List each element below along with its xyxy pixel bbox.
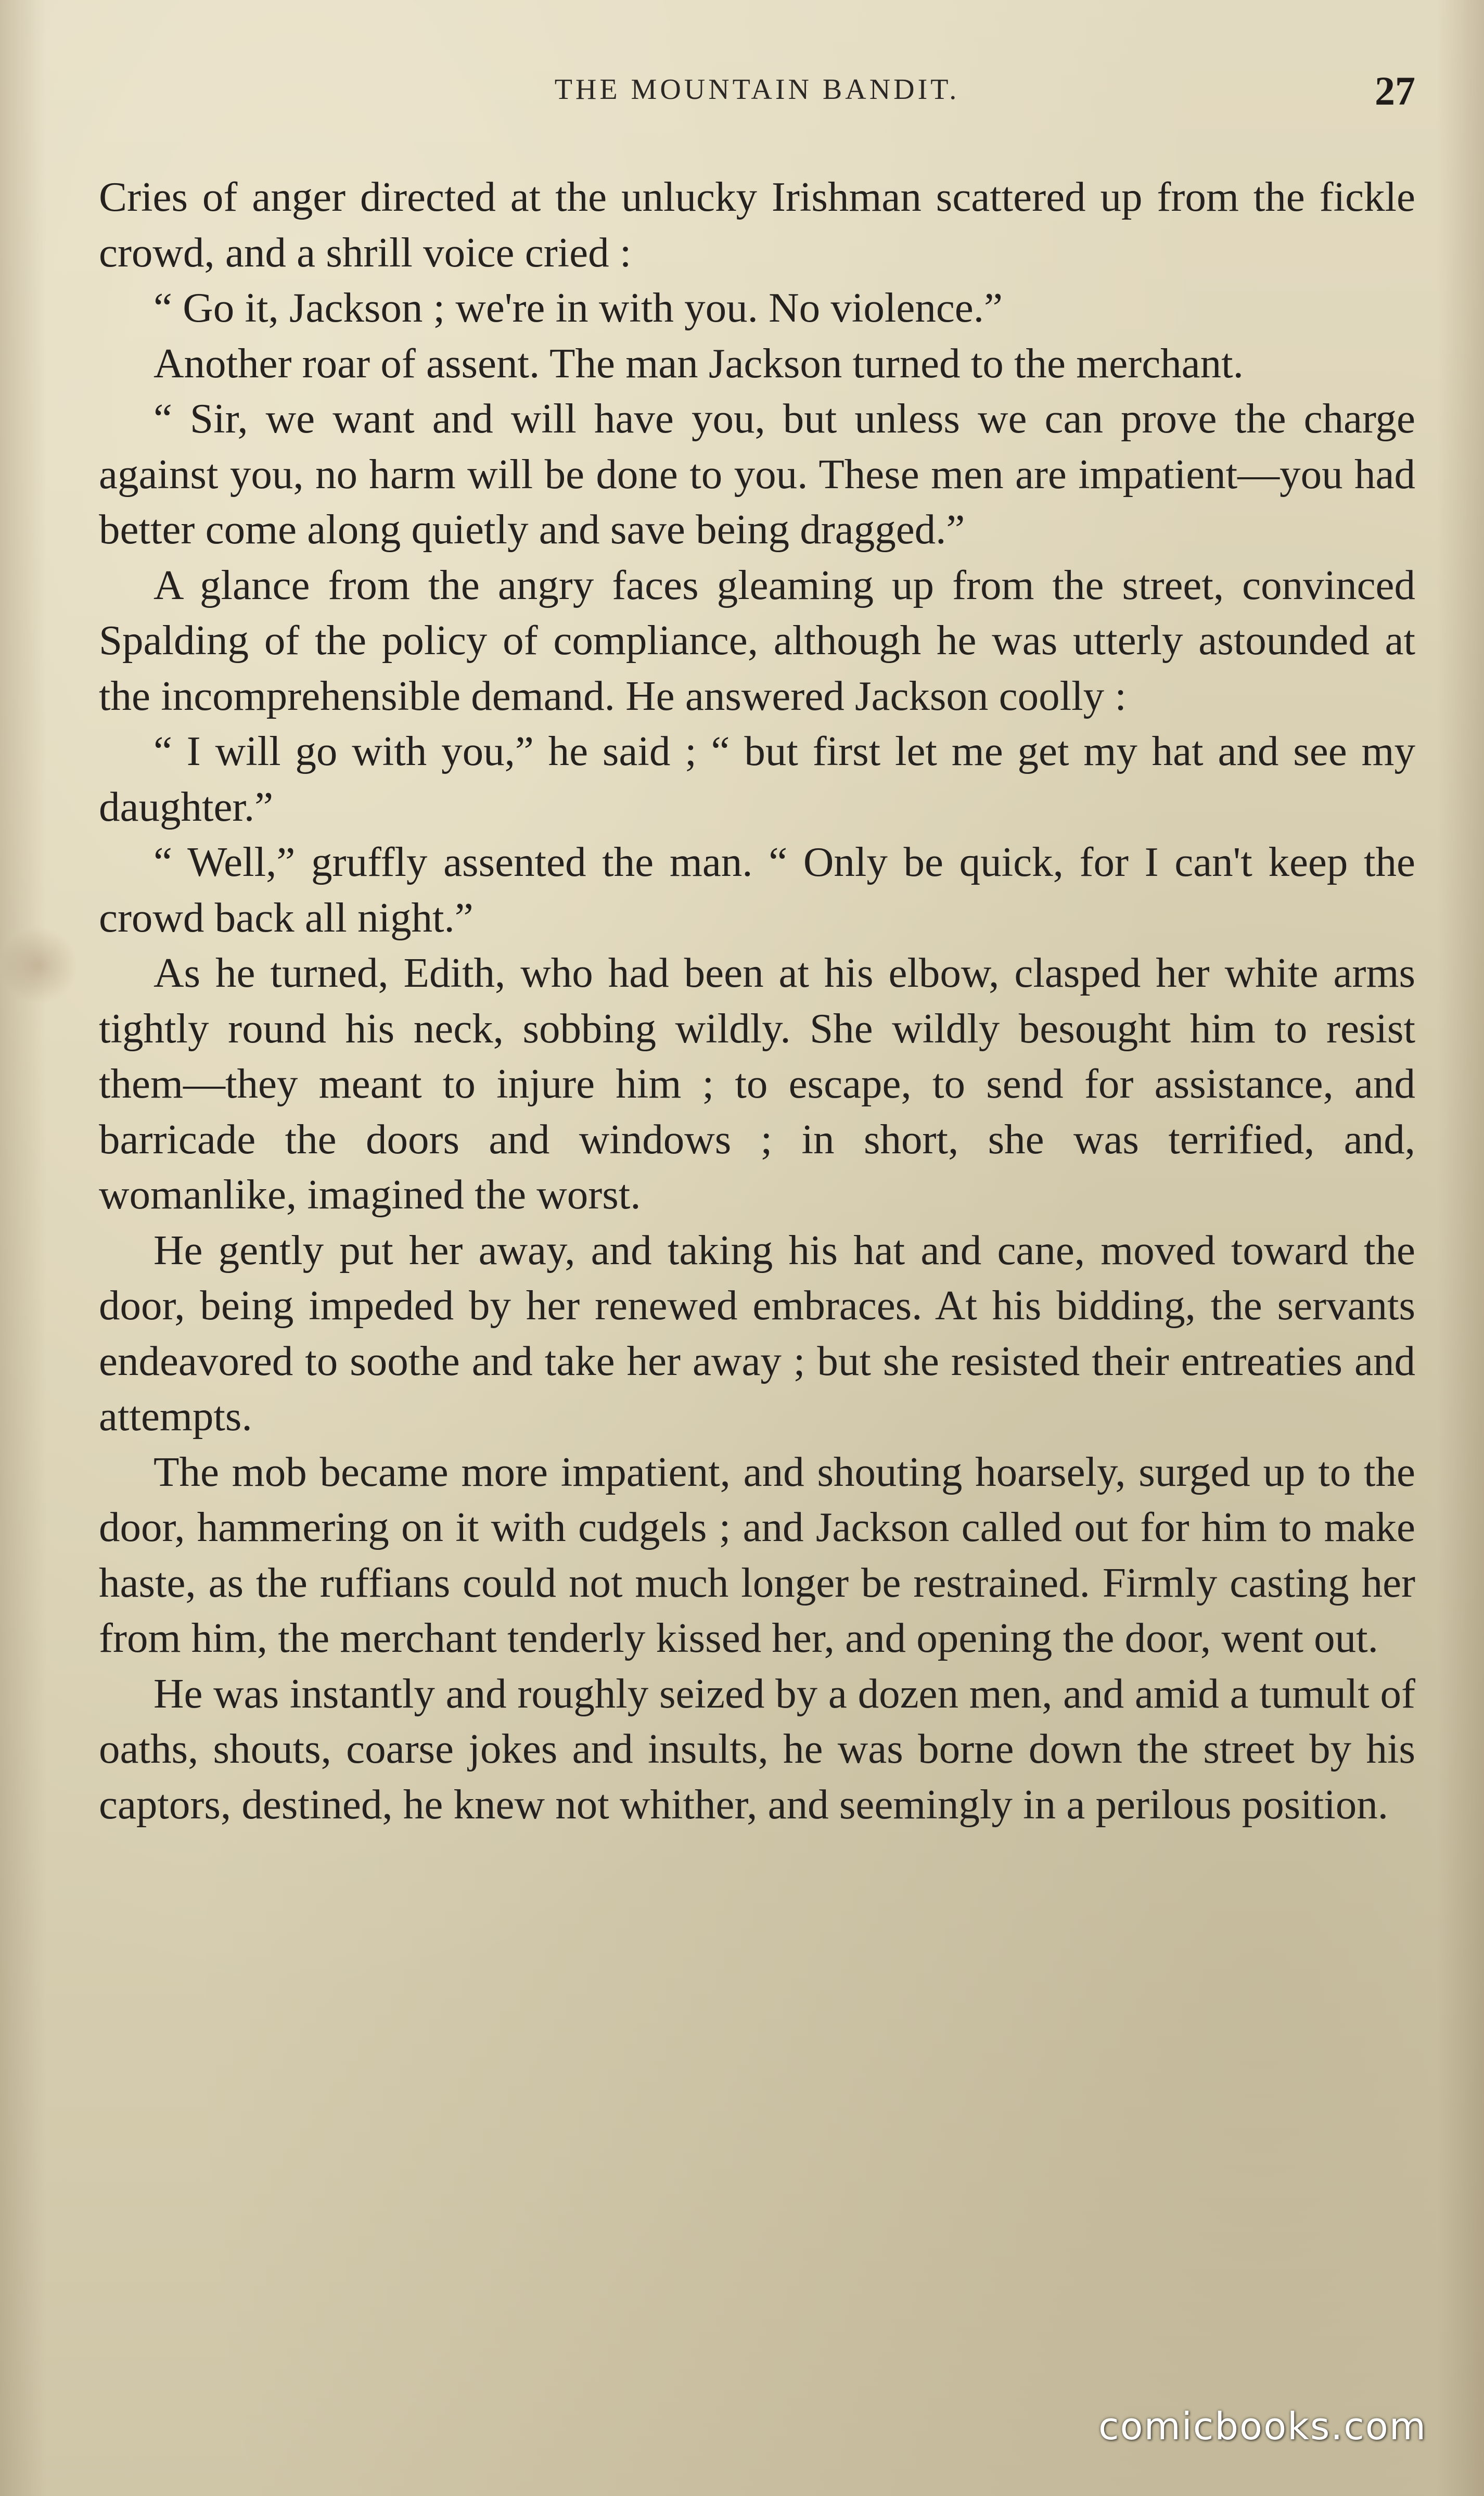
paragraph: The mob became more impatient, and shouting hoarsely, surged up to the door, hammering on it with cudgels ; and Jackson called out for him to make haste, as the ruffians could not much longer be restrained. Firmly casting her from him, the merchant tenderly kissed her, and opening the door, went out. (99, 1448, 1415, 1661)
page-edge-shadow-right (1437, 0, 1484, 2496)
page-header (99, 68, 1415, 130)
paragraph: He was instantly and roughly seized by a dozen men, and amid a tumult of oaths, shouts, coarse jokes and insults, he was borne down the street by his captors, destined, he knew not whither, and seemingly in a perilous position. (99, 1670, 1415, 1828)
page-number: 27 (1375, 68, 1415, 113)
paragraph: A glance from the angry faces gleaming up from the street, convinced Spalding of the policy of compliance, although he was utterly astounded at the incomprehensible demand. He answered Jackson coolly : (99, 561, 1415, 719)
running-title: THE MOUNTAIN BANDIT. (554, 73, 960, 106)
site-watermark: comicbooks.com (1098, 2404, 1427, 2448)
page-edge-shadow-left (0, 0, 47, 2496)
paper-stain (0, 926, 78, 1004)
paragraph: As he turned, Edith, who had been at his elbow, clasped her white arms tightly round his neck, sobbing wildly. She wildly besought him to resist them—they meant to injure him ; to escape, to send for assistance, and barricade the doors and windows ; in short, she was terrified, and, womanlike, imagined the worst. (99, 949, 1415, 1218)
paragraph: “ Go it, Jackson ; we're in with you. No violence.” (153, 284, 1003, 331)
paragraph: “ Sir, we want and will have you, but unless we can prove the charge against you, no harm will be done to you. These men are impatient—you had better come along quietly and save being dragged.” (99, 395, 1415, 553)
paragraph: He gently put her away, and taking his hat and cane, moved toward the door, being impeded by her renewed embraces. At his bidding, the servants endeavored to soothe and take her away ; but she resisted their entreaties and attempts. (99, 1226, 1415, 1440)
paragraph: “ Well,” gruffly assented the man. “ Only be quick, for I can't keep the crowd back all night.” (99, 838, 1415, 941)
paragraph: Cries of anger directed at the unlucky Irishman scattered up from the fickle crowd, and a shrill voice cried : (99, 173, 1415, 276)
paragraph: Another roar of assent. The man Jackson turned to the merchant. (153, 339, 1244, 387)
body-text (99, 169, 1415, 1832)
paragraph: “ I will go with you,” he said ; “ but first let me get my hat and see my daughter.” (99, 728, 1415, 830)
